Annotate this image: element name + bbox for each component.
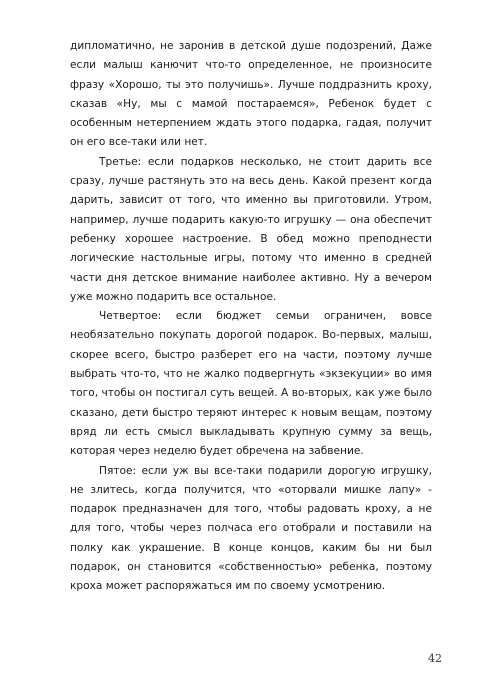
paragraph-fifth: Пятое: если уж вы все-таки подарили дорогую игрушку, не злитесь, когда получится, что «оторвали мишке лапу» - подарок предназначен для того, чтобы радовать кроху, а не для того, чтобы через полчаса его отобрали и поставили на полку как украшение. В конце концов, каким бы ни был подарок, он становится «собственностью» ребенка, поэтому кроха может распоряжаться им по своему усмотрению.: [70, 464, 432, 593]
paragraph-continuation: дипломатично, не заронив в детской душе подозрений, Даже если малыш канючит что-то определенное, не произносите фразу «Хорошо, ты это получишь». Лучше поддразнить кроху, сказав «Ну, мы с мамой постараемся», Ребенок будет с особенным нетерпением ждать этого подарка, гадая, получит он его все-таки или нет.: [70, 40, 432, 149]
paragraph-fourth: Четвертое: если бюджет семьи ограничен, вовсе необязательно покупать дорогой подарок. Во-первых, малыш, скорее всего, быстро разберет его на части, поэтому лучше выбрать что-то, что не жалко подвергнуть «экзекуции» во имя того, чтобы он постигал суть вещей. А во-вторых, как уже было сказано, дети быстро теряют интерес к новым вещам, поэтому вряд ли есть смысл выкладывать крупную сумму за вещь, которая через неделю будет обречена на забвение.: [70, 310, 432, 458]
body-text: [70, 37, 432, 597]
page-number: 42: [428, 652, 442, 665]
paragraph-third: Третье: если подарков несколько, не стоит дарить все сразу, лучше растянуть это на весь день. Какой презент когда дарить, зависит от того, что именно вы приготовили. Утром, например, лучше подарить какую-то игрушку — она обеспечит ребенку хорошее настроение. В обед можно преподнести логические настольные игры, потому что именно в средней части дня детское внимание наиболее активно. Ну а вечером уже можно подарить все остальное.: [70, 155, 432, 303]
